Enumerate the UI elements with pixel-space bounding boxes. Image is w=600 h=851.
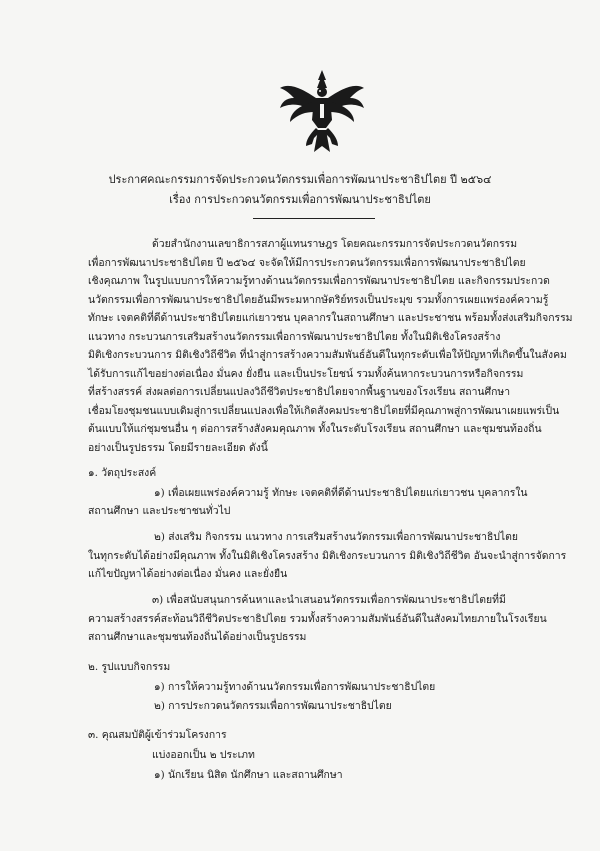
intro-line: ด้วยสำนักงานเลขาธิการสภาผู้แทนราษฎร โดยคณะกรรมการจัดประกวดนวัตกรรม bbox=[152, 238, 518, 250]
announcement-subject: เรื่อง การประกวดนวัตกรรมเพื่อการพัฒนาประชาธิปไตย bbox=[169, 193, 431, 206]
announcement-title: ประกาศคณะกรรมการจัดประกวดนวัตกรรมเพื่อการพัฒนาประชาธิปไตย ปี ๒๕๖๔ bbox=[108, 173, 492, 186]
intro-line: เพื่อการพัฒนาประชาธิปไตย ปี ๒๕๖๔ จะจัดให้มีการประกวดนวัตกรรมเพื่อการพัฒนาประชาธิปไตย bbox=[88, 257, 526, 269]
objective-item-cont: แก้ไขปัญหาได้อย่างต่อเนื่อง มั่นคง และยั่งยืน bbox=[88, 568, 288, 580]
intro-line: ที่สร้างสรรค์ ส่งผลต่อการเปลี่ยนแปลงวิถีชีวิตประชาธิปไตยจากพื้นฐานของโรงเรียน สถานศึกษา bbox=[88, 386, 511, 398]
section-heading-activities: ๒. รูปแบบกิจกรรม bbox=[88, 661, 171, 673]
qualification-item: ๑) นักเรียน นิสิต นักศึกษา และสถานศึกษา bbox=[154, 769, 343, 781]
objective-item: ๓) เพื่อสนับสนุนการค้นหาและนำเสนอนวัตกรรมเพื่อการพัฒนาประชาธิปไตยที่มี bbox=[152, 594, 506, 606]
objective-item: ๒) ส่งเสริม กิจกรรม แนวทาง การเสริมสร้างนวัตกรรมเพื่อการพัฒนาประชาธิปไตย bbox=[154, 531, 518, 543]
intro-line: ทักษะ เจตคติที่ดีด้านประชาธิปไตยแก่เยาวชน บุคลากรในสถานศึกษา และประชาชน พร้อมทั้งส่งเสริมกิจกรรม bbox=[88, 312, 573, 324]
intro-line: ต้นแบบให้แก่ชุมชนอื่น ๆ ต่อการสร้างสังคมคุณภาพ ทั้งในระดับโรงเรียน สถานศึกษา และชุมชนท้องถิ่น bbox=[88, 423, 542, 435]
title-divider bbox=[253, 218, 375, 219]
intro-line: มิติเชิงกระบวนการ มิติเชิงวิถีชีวิต ที่นำสู่การสร้างความสัมพันธ์อันดีในทุกระดับเพื่อให้ปัญหาที่เกิดขึ้นในสังคม bbox=[88, 349, 567, 361]
objective-item-cont: สถานศึกษาและชุมชนท้องถิ่นได้อย่างเป็นรูปธรรม bbox=[88, 631, 307, 643]
section-heading-qualifications: ๓. คุณสมบัติผู้เข้าร่วมโครงการ bbox=[88, 729, 227, 741]
intro-line: เชื่อมโยงชุมชนแบบเดิมสู่การเปลี่ยนแปลงเพื่อให้เกิดสังคมประชาธิปไตยที่มีคุณภาพสู่การพัฒนาเผยแพร่เป็น bbox=[88, 405, 560, 417]
activity-item: ๒) การประกวดนวัตกรรมเพื่อการพัฒนาประชาธิปไตย bbox=[154, 700, 392, 712]
section-heading-objectives: ๑. วัตถุประสงค์ bbox=[88, 467, 157, 479]
objective-item-cont: ในทุกระดับได้อย่างมีคุณภาพ ทั้งในมิติเชิงโครงสร้าง มิติเชิงกระบวนการ มิติเชิงวิถีชีวิต อันจะนำสู่การจัดการ bbox=[88, 550, 567, 562]
qualification-subheading: แบ่งออกเป็น ๒ ประเภท bbox=[152, 749, 255, 761]
intro-line: นวัตกรรมเพื่อการพัฒนาประชาธิปไตยอันมีพระมหากษัตริย์ทรงเป็นประมุข รวมทั้งการเผยแพร่องค์ความรู้ bbox=[88, 294, 549, 306]
objective-item: ๑) เพื่อเผยแพร่องค์ความรู้ ทักษะ เจตคติที่ดีด้านประชาธิปไตยแก่เยาวชน บุคลากรใน bbox=[154, 487, 528, 499]
intro-line: อย่างเป็นรูปธรรม โดยมีรายละเอียด ดังนี้ bbox=[88, 442, 268, 454]
intro-line: เชิงคุณภาพ ในรูปแบบการให้ความรู้ทางด้านนวัตกรรมเพื่อการพัฒนาประชาธิปไตย และกิจกรรมประกวด bbox=[88, 275, 550, 287]
objective-item-cont: สถานศึกษา และประชาชนทั่วไป bbox=[88, 505, 231, 517]
intro-line: แนวทาง กระบวนการเสริมสร้างนวัตกรรมเพื่อการพัฒนาประชาธิปไตย ทั้งในมิติเชิงโครงสร้าง bbox=[88, 331, 501, 343]
activity-item: ๑) การให้ความรู้ทางด้านนวัตกรรมเพื่อการพัฒนาประชาธิปไตย bbox=[154, 681, 436, 693]
intro-line: ได้รับการแก้ไขอย่างต่อเนื่อง มั่นคง ยั่งยืน และเป็นประโยชน์ รวมทั้งค้นหากระบวนการหรือกิจกรรม bbox=[88, 368, 524, 380]
garuda-emblem-icon bbox=[276, 68, 368, 154]
objective-item-cont: ความสร้างสรรค์สะท้อนวิถีชีวิตประชาธิปไตย รวมทั้งสร้างความสัมพันธ์อันดีในสังคมไทยภายในโรงเรียน bbox=[88, 613, 547, 625]
